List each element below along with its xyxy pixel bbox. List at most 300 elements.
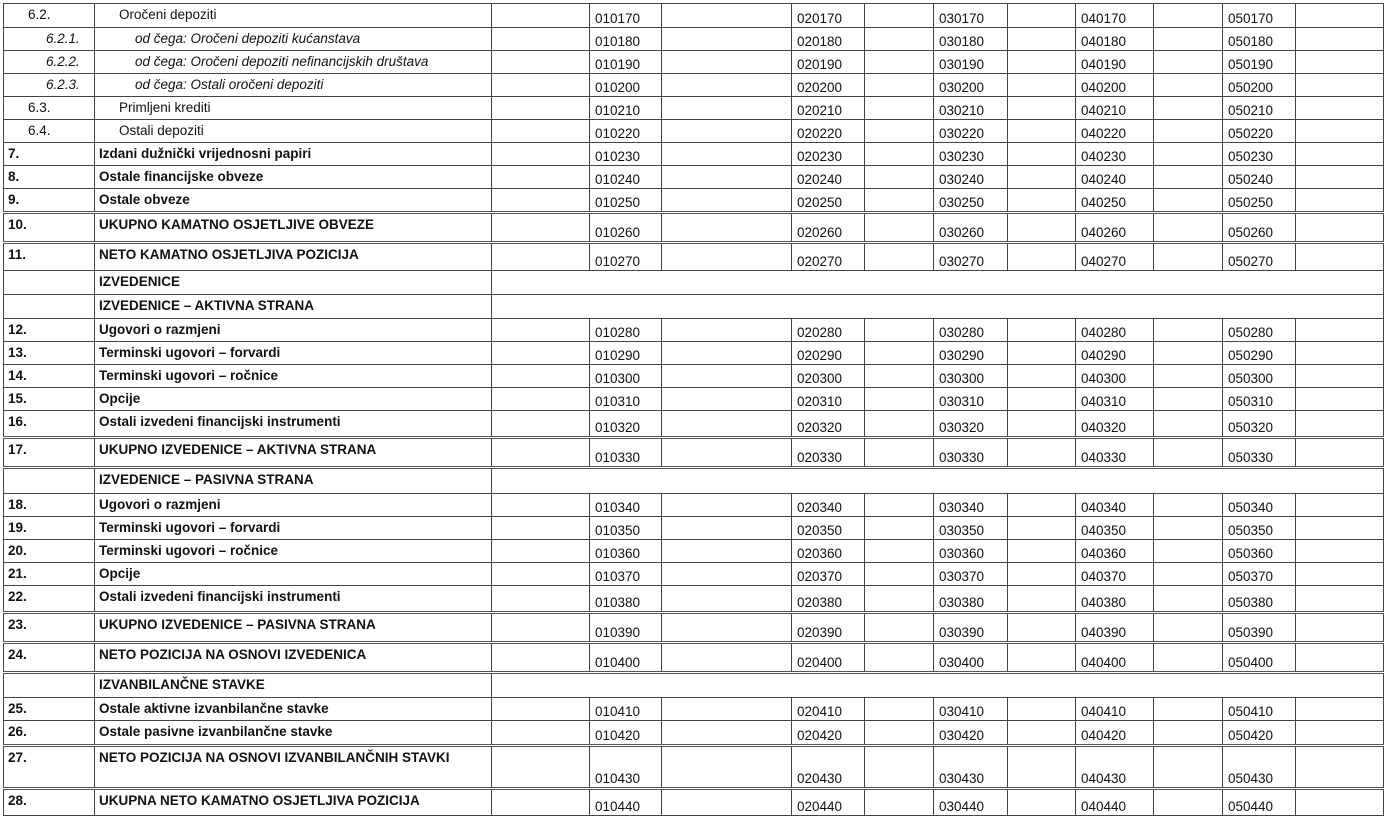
value-cell[interactable] — [1008, 540, 1076, 563]
value-cell[interactable] — [1154, 411, 1223, 438]
value-cell[interactable] — [662, 438, 792, 468]
table-row — [4, 51, 1384, 74]
row-number: 6.3. — [4, 97, 95, 120]
row-label: Ugovori o razmjeni — [95, 494, 492, 517]
aop-code: 050400 — [1223, 643, 1296, 673]
aop-code: 010430 — [590, 746, 662, 789]
value-cell[interactable] — [1296, 342, 1384, 365]
value-cell[interactable] — [662, 74, 792, 97]
value-cell[interactable] — [1008, 365, 1076, 388]
row-label: UKUPNO KAMATNO OSJETLJIVE OBVEZE — [95, 213, 492, 243]
value-cell[interactable] — [1008, 494, 1076, 517]
row-number: 19. — [4, 517, 95, 540]
value-cell[interactable] — [1296, 4, 1384, 28]
value-cell[interactable] — [492, 540, 590, 563]
row-label: UKUPNO IZVEDENICE – AKTIVNA STRANA — [95, 438, 492, 468]
aop-code: 050210 — [1223, 97, 1296, 120]
value-cell[interactable] — [492, 643, 590, 673]
aop-code: 030330 — [934, 438, 1008, 468]
value-cell[interactable] — [662, 51, 792, 74]
value-cell[interactable] — [1296, 586, 1384, 613]
value-cell[interactable] — [492, 613, 590, 643]
aop-code: 040190 — [1076, 51, 1154, 74]
aop-code: 030290 — [934, 342, 1008, 365]
value-cell[interactable] — [1296, 494, 1384, 517]
value-cell[interactable] — [865, 213, 934, 243]
aop-code: 010360 — [590, 540, 662, 563]
aop-code: 040170 — [1076, 4, 1154, 28]
aop-code: 030190 — [934, 51, 1008, 74]
aop-code: 040200 — [1076, 74, 1154, 97]
table-row — [4, 388, 1384, 411]
value-cell[interactable] — [662, 411, 792, 438]
value-cell[interactable] — [662, 28, 792, 51]
value-cell[interactable] — [492, 789, 590, 816]
value-cell[interactable] — [492, 746, 590, 789]
value-cell[interactable] — [1296, 789, 1384, 816]
value-cell[interactable] — [1154, 143, 1223, 166]
value-cell[interactable] — [492, 97, 590, 120]
value-cell[interactable] — [865, 28, 934, 51]
value-cell[interactable] — [865, 97, 934, 120]
table-row — [4, 166, 1384, 189]
value-cell[interactable] — [662, 4, 792, 28]
value-cell[interactable] — [1008, 388, 1076, 411]
value-cell[interactable] — [1008, 120, 1076, 143]
value-cell[interactable] — [1296, 721, 1384, 746]
value-cell[interactable] — [865, 721, 934, 746]
value-cell[interactable] — [1154, 746, 1223, 789]
value-cell[interactable] — [1154, 28, 1223, 51]
value-cell[interactable] — [1296, 51, 1384, 74]
aop-code: 030350 — [934, 517, 1008, 540]
value-cell[interactable] — [492, 213, 590, 243]
value-cell[interactable] — [865, 51, 934, 74]
aop-code: 040400 — [1076, 643, 1154, 673]
aop-code: 030240 — [934, 166, 1008, 189]
aop-code: 040410 — [1076, 698, 1154, 721]
value-cell[interactable] — [1008, 97, 1076, 120]
value-cell[interactable] — [1008, 698, 1076, 721]
aop-code: 030260 — [934, 213, 1008, 243]
value-cell[interactable] — [492, 319, 590, 342]
value-cell[interactable] — [1154, 388, 1223, 411]
row-number: 8. — [4, 166, 95, 189]
aop-code: 020320 — [792, 411, 865, 438]
value-cell[interactable] — [1296, 74, 1384, 97]
aop-code: 040350 — [1076, 517, 1154, 540]
value-cell[interactable] — [662, 166, 792, 189]
aop-code: 050330 — [1223, 438, 1296, 468]
aop-code: 050220 — [1223, 120, 1296, 143]
value-cell[interactable] — [1154, 166, 1223, 189]
value-cell[interactable] — [492, 189, 590, 213]
value-cell[interactable] — [662, 120, 792, 143]
aop-code: 040260 — [1076, 213, 1154, 243]
value-cell[interactable] — [492, 51, 590, 74]
row-number: 28. — [4, 789, 95, 816]
value-cell[interactable] — [492, 517, 590, 540]
value-cell[interactable] — [492, 166, 590, 189]
value-cell[interactable] — [492, 120, 590, 143]
aop-code: 010240 — [590, 166, 662, 189]
value-cell[interactable] — [1296, 388, 1384, 411]
row-number: 6.2.2. — [4, 51, 95, 74]
aop-code: 010220 — [590, 120, 662, 143]
value-cell[interactable] — [1154, 213, 1223, 243]
aop-code: 050320 — [1223, 411, 1296, 438]
value-cell[interactable] — [1296, 438, 1384, 468]
table-row — [4, 494, 1384, 517]
value-cell[interactable] — [1296, 213, 1384, 243]
value-cell[interactable] — [865, 540, 934, 563]
table-row — [4, 698, 1384, 721]
row-label: Ostali izvedeni financijski instrumenti — [95, 586, 492, 613]
value-cell[interactable] — [1008, 789, 1076, 816]
aop-code: 040240 — [1076, 166, 1154, 189]
table-row — [4, 74, 1384, 97]
value-cell[interactable] — [1154, 643, 1223, 673]
value-cell[interactable] — [662, 613, 792, 643]
aop-code: 040440 — [1076, 789, 1154, 816]
value-cell[interactable] — [492, 721, 590, 746]
value-cell[interactable] — [865, 586, 934, 613]
value-cell[interactable] — [1154, 120, 1223, 143]
row-label: Terminski ugovori – forvardi — [95, 342, 492, 365]
aop-code: 020330 — [792, 438, 865, 468]
value-cell[interactable] — [492, 494, 590, 517]
table-row — [4, 342, 1384, 365]
row-label: Ostale financijske obveze — [95, 166, 492, 189]
value-cell[interactable] — [865, 643, 934, 673]
value-cell[interactable] — [1154, 563, 1223, 586]
aop-code: 010280 — [590, 319, 662, 342]
value-cell[interactable] — [865, 613, 934, 643]
aop-code: 010320 — [590, 411, 662, 438]
value-cell[interactable] — [662, 243, 792, 271]
aop-code: 030170 — [934, 4, 1008, 28]
report-table — [3, 3, 1384, 816]
value-cell[interactable] — [1008, 563, 1076, 586]
value-cell[interactable] — [1296, 28, 1384, 51]
table-row — [4, 746, 1384, 789]
value-cell[interactable] — [865, 143, 934, 166]
value-cell[interactable] — [1008, 342, 1076, 365]
aop-code: 040370 — [1076, 563, 1154, 586]
aop-code: 030270 — [934, 243, 1008, 271]
value-cell[interactable] — [662, 643, 792, 673]
value-cell[interactable] — [865, 243, 934, 271]
value-cell[interactable] — [492, 563, 590, 586]
value-cell[interactable] — [492, 342, 590, 365]
row-number: 10. — [4, 213, 95, 243]
value-cell[interactable] — [865, 563, 934, 586]
value-cell[interactable] — [865, 411, 934, 438]
value-cell[interactable] — [1296, 698, 1384, 721]
aop-code: 040310 — [1076, 388, 1154, 411]
aop-code: 020380 — [792, 586, 865, 613]
value-cell[interactable] — [1296, 746, 1384, 789]
value-cell[interactable] — [865, 342, 934, 365]
aop-code: 050250 — [1223, 189, 1296, 213]
value-cell[interactable] — [1154, 517, 1223, 540]
value-cell[interactable] — [1008, 243, 1076, 271]
value-cell[interactable] — [1296, 319, 1384, 342]
value-cell[interactable] — [662, 365, 792, 388]
value-cell[interactable] — [865, 166, 934, 189]
value-cell[interactable] — [492, 698, 590, 721]
aop-code: 010420 — [590, 721, 662, 746]
value-cell[interactable] — [1296, 97, 1384, 120]
value-cell[interactable] — [865, 746, 934, 789]
aop-code: 040320 — [1076, 411, 1154, 438]
value-cell[interactable] — [492, 586, 590, 613]
section-empty-cell — [492, 468, 1384, 494]
value-cell[interactable] — [865, 319, 934, 342]
value-cell[interactable] — [492, 411, 590, 438]
value-cell[interactable] — [662, 540, 792, 563]
value-cell[interactable] — [1008, 51, 1076, 74]
aop-code: 050170 — [1223, 4, 1296, 28]
table-row — [4, 643, 1384, 673]
aop-code: 020250 — [792, 189, 865, 213]
value-cell[interactable] — [1154, 51, 1223, 74]
value-cell[interactable] — [492, 243, 590, 271]
value-cell[interactable] — [1296, 243, 1384, 271]
row-label: Terminski ugovori – ročnice — [95, 540, 492, 563]
value-cell[interactable] — [1008, 613, 1076, 643]
section-header-row — [4, 271, 1384, 295]
aop-code: 030410 — [934, 698, 1008, 721]
row-label: Terminski ugovori – ročnice — [95, 365, 492, 388]
value-cell[interactable] — [662, 586, 792, 613]
row-label: NETO POZICIJA NA OSNOVI IZVANBILANČNIH STAVKI — [95, 746, 492, 789]
aop-code: 020420 — [792, 721, 865, 746]
table-row — [4, 4, 1384, 28]
value-cell[interactable] — [865, 189, 934, 213]
value-cell[interactable] — [1008, 746, 1076, 789]
row-label: NETO KAMATNO OSJETLJIVA POZICIJA — [95, 243, 492, 271]
value-cell[interactable] — [1008, 411, 1076, 438]
value-cell[interactable] — [1154, 4, 1223, 28]
value-cell[interactable] — [1296, 563, 1384, 586]
value-cell[interactable] — [865, 494, 934, 517]
value-cell[interactable] — [662, 189, 792, 213]
aop-code: 030220 — [934, 120, 1008, 143]
value-cell[interactable] — [662, 319, 792, 342]
value-cell[interactable] — [662, 563, 792, 586]
table-row — [4, 789, 1384, 816]
value-cell[interactable] — [662, 213, 792, 243]
value-cell[interactable] — [492, 4, 590, 28]
value-cell[interactable] — [1154, 586, 1223, 613]
row-label: od čega: Oročeni depoziti nefinancijskih društava — [95, 51, 492, 74]
value-cell[interactable] — [662, 517, 792, 540]
value-cell[interactable] — [865, 74, 934, 97]
aop-code: 030390 — [934, 613, 1008, 643]
table-row — [4, 586, 1384, 613]
value-cell[interactable] — [492, 438, 590, 468]
aop-code: 010250 — [590, 189, 662, 213]
value-cell[interactable] — [1296, 166, 1384, 189]
value-cell[interactable] — [1296, 120, 1384, 143]
value-cell[interactable] — [1154, 365, 1223, 388]
value-cell[interactable] — [1008, 438, 1076, 468]
row-number: 6.4. — [4, 120, 95, 143]
row-number — [4, 468, 95, 494]
value-cell[interactable] — [1296, 517, 1384, 540]
value-cell[interactable] — [1008, 586, 1076, 613]
value-cell[interactable] — [865, 388, 934, 411]
value-cell[interactable] — [662, 698, 792, 721]
row-label: Ostale pasivne izvanbilančne stavke — [95, 721, 492, 746]
row-label: Izdani dužnički vrijednosni papiri — [95, 143, 492, 166]
table-row — [4, 721, 1384, 746]
aop-code: 040230 — [1076, 143, 1154, 166]
section-empty-cell — [492, 271, 1384, 295]
aop-code: 030250 — [934, 189, 1008, 213]
row-label: Oročeni depoziti — [95, 4, 492, 28]
value-cell[interactable] — [1154, 613, 1223, 643]
aop-code: 020210 — [792, 97, 865, 120]
aop-code: 050180 — [1223, 28, 1296, 51]
value-cell[interactable] — [865, 438, 934, 468]
row-label: IZVANBILANČNE STAVKE — [95, 673, 492, 698]
row-label: Primljeni krediti — [95, 97, 492, 120]
value-cell[interactable] — [1008, 4, 1076, 28]
aop-code: 010190 — [590, 51, 662, 74]
value-cell[interactable] — [492, 143, 590, 166]
aop-code: 030180 — [934, 28, 1008, 51]
aop-code: 040220 — [1076, 120, 1154, 143]
value-cell[interactable] — [1008, 189, 1076, 213]
row-number: 11. — [4, 243, 95, 271]
table-row — [4, 540, 1384, 563]
value-cell[interactable] — [1154, 721, 1223, 746]
value-cell[interactable] — [1154, 342, 1223, 365]
row-label: od čega: Oročeni depoziti kućanstava — [95, 28, 492, 51]
aop-code: 010180 — [590, 28, 662, 51]
value-cell[interactable] — [662, 388, 792, 411]
value-cell[interactable] — [865, 365, 934, 388]
aop-code: 050340 — [1223, 494, 1296, 517]
section-empty-cell — [492, 295, 1384, 319]
value-cell[interactable] — [1154, 438, 1223, 468]
value-cell[interactable] — [1154, 698, 1223, 721]
value-cell[interactable] — [1154, 319, 1223, 342]
value-cell[interactable] — [1154, 494, 1223, 517]
aop-code: 020430 — [792, 746, 865, 789]
row-number — [4, 673, 95, 698]
value-cell[interactable] — [1154, 540, 1223, 563]
aop-code: 040430 — [1076, 746, 1154, 789]
value-cell[interactable] — [1008, 74, 1076, 97]
row-number: 13. — [4, 342, 95, 365]
section-header-row — [4, 468, 1384, 494]
value-cell[interactable] — [1296, 143, 1384, 166]
value-cell[interactable] — [662, 494, 792, 517]
value-cell[interactable] — [1154, 243, 1223, 271]
aop-code: 010410 — [590, 698, 662, 721]
value-cell[interactable] — [1296, 540, 1384, 563]
value-cell[interactable] — [865, 698, 934, 721]
row-number: 14. — [4, 365, 95, 388]
value-cell[interactable] — [1154, 97, 1223, 120]
value-cell[interactable] — [865, 120, 934, 143]
aop-code: 010330 — [590, 438, 662, 468]
value-cell[interactable] — [492, 365, 590, 388]
value-cell[interactable] — [1154, 74, 1223, 97]
value-cell[interactable] — [1008, 517, 1076, 540]
aop-code: 020340 — [792, 494, 865, 517]
value-cell[interactable] — [1008, 166, 1076, 189]
value-cell[interactable] — [662, 342, 792, 365]
value-cell[interactable] — [492, 28, 590, 51]
value-cell[interactable] — [1296, 189, 1384, 213]
value-cell[interactable] — [1008, 721, 1076, 746]
value-cell[interactable] — [1008, 643, 1076, 673]
row-number: 9. — [4, 189, 95, 213]
aop-code: 010230 — [590, 143, 662, 166]
aop-code: 030360 — [934, 540, 1008, 563]
value-cell[interactable] — [865, 789, 934, 816]
aop-code: 050230 — [1223, 143, 1296, 166]
value-cell[interactable] — [1008, 28, 1076, 51]
aop-code: 010380 — [590, 586, 662, 613]
aop-code: 050240 — [1223, 166, 1296, 189]
value-cell[interactable] — [865, 517, 934, 540]
value-cell[interactable] — [1008, 319, 1076, 342]
value-cell[interactable] — [1296, 365, 1384, 388]
value-cell[interactable] — [662, 721, 792, 746]
value-cell[interactable] — [1296, 643, 1384, 673]
aop-code: 030280 — [934, 319, 1008, 342]
value-cell[interactable] — [492, 388, 590, 411]
table-row — [4, 213, 1384, 243]
value-cell[interactable] — [662, 143, 792, 166]
value-cell[interactable] — [492, 74, 590, 97]
table-row — [4, 517, 1384, 540]
aop-code: 020180 — [792, 28, 865, 51]
value-cell[interactable] — [1008, 213, 1076, 243]
aop-code: 010310 — [590, 388, 662, 411]
aop-code: 010260 — [590, 213, 662, 243]
value-cell[interactable] — [1296, 411, 1384, 438]
table-row — [4, 97, 1384, 120]
value-cell[interactable] — [1008, 143, 1076, 166]
row-label: IZVEDENICE – PASIVNA STRANA — [95, 468, 492, 494]
aop-code: 030420 — [934, 721, 1008, 746]
value-cell[interactable] — [662, 746, 792, 789]
value-cell[interactable] — [1154, 189, 1223, 213]
aop-code: 010300 — [590, 365, 662, 388]
value-cell[interactable] — [662, 789, 792, 816]
row-label: Ostali depoziti — [95, 120, 492, 143]
row-number: 18. — [4, 494, 95, 517]
row-label: Ugovori o razmjeni — [95, 319, 492, 342]
table-row — [4, 189, 1384, 213]
table-row — [4, 411, 1384, 438]
value-cell[interactable] — [1154, 789, 1223, 816]
value-cell[interactable] — [1296, 613, 1384, 643]
value-cell[interactable] — [865, 4, 934, 28]
aop-code: 030340 — [934, 494, 1008, 517]
aop-code: 010340 — [590, 494, 662, 517]
aop-code: 030310 — [934, 388, 1008, 411]
aop-code: 020170 — [792, 4, 865, 28]
aop-code: 050190 — [1223, 51, 1296, 74]
value-cell[interactable] — [662, 97, 792, 120]
